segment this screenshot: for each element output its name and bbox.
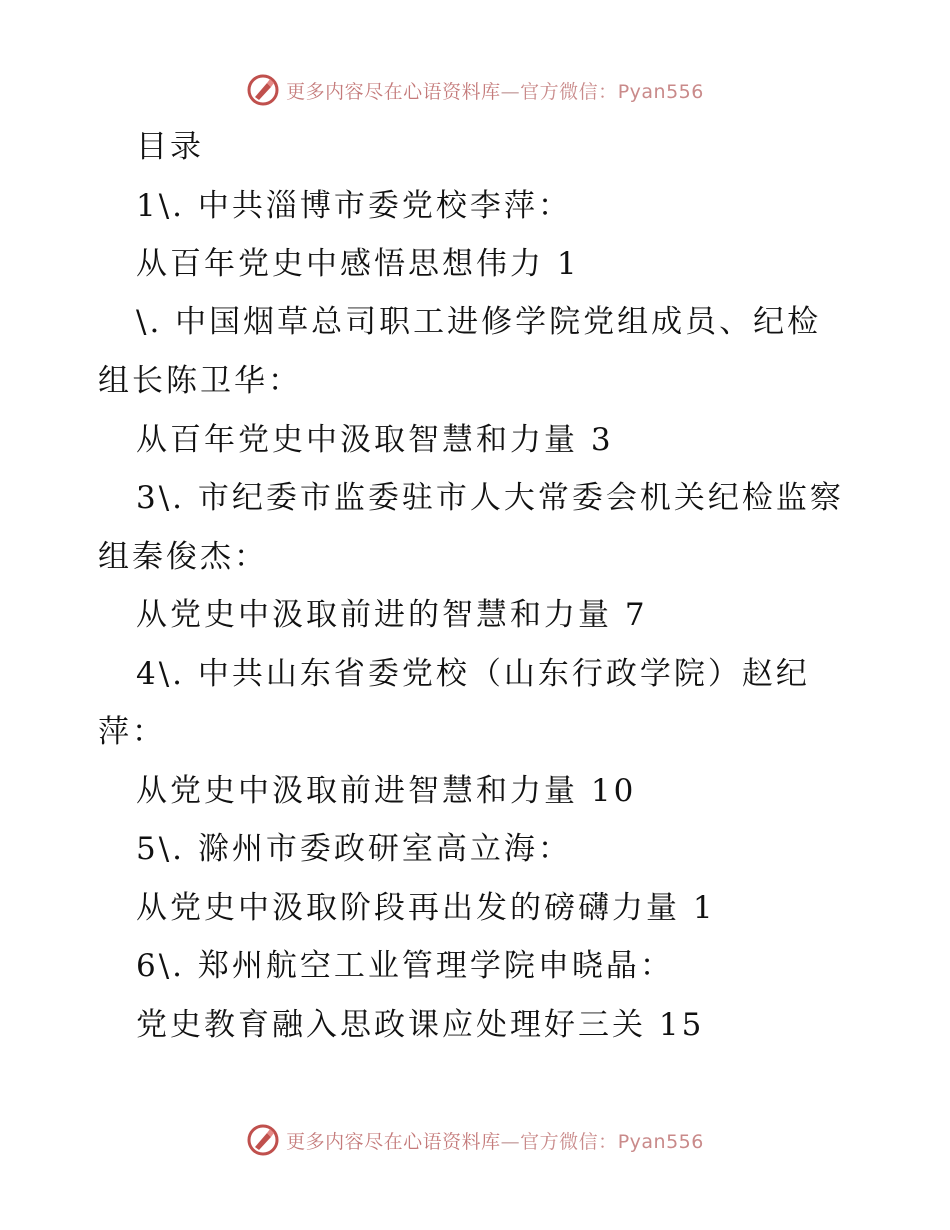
toc-line: 从党史中汲取前进的智慧和力量 7 [136,597,648,633]
watermark-separator: — [500,80,521,103]
watermark-separator: — [500,1130,521,1153]
pen-nib-logo-icon [246,73,280,107]
watermark-wechat-label: 官方微信： [520,80,618,103]
header-watermark [0,70,950,110]
toc-line: 组长陈卫华： [98,363,302,399]
toc-line: 从党史中汲取阶段再出发的磅礴力量 1 [136,890,716,926]
toc-line: 从百年党史中汲取智慧和力量 3 [136,422,614,458]
watermark-wechat-id: Pyan556 [617,80,704,103]
toc-line: 1\. 中共淄博市委党校李萍： [136,188,572,224]
watermark-wechat-label: 官方微信： [520,1130,618,1153]
toc-line: 组秦俊杰： [98,539,268,575]
toc-line: 5\. 滁州市委政研室高立海： [136,831,572,867]
toc-line: 从党史中汲取前进智慧和力量 10 [136,773,637,809]
toc-title: 目录 [136,129,204,165]
toc-line: 4\. 中共山东省委党校（山东行政学院）赵纪 [136,656,810,692]
pen-nib-logo-icon [246,1123,280,1157]
toc-line: 党史教育融入思政课应处理好三关 15 [136,1007,705,1043]
watermark-main-text: 更多内容尽在心语资料库 [286,80,501,103]
toc-line: 3\. 市纪委市监委驻市人大常委会机关纪检监察 [136,480,844,516]
watermark-wechat-id: Pyan556 [617,1130,704,1153]
toc-line: 从百年党史中感悟思想伟力 1 [136,246,580,282]
footer-watermark [0,1120,950,1160]
watermark-main-text: 更多内容尽在心语资料库 [286,1130,501,1153]
toc-line: \. 中国烟草总司职工进修学院党组成员、纪检 [136,304,822,340]
toc-line: 6\. 郑州航空工业管理学院申晓晶： [136,948,674,984]
toc-line: 萍： [98,714,166,750]
